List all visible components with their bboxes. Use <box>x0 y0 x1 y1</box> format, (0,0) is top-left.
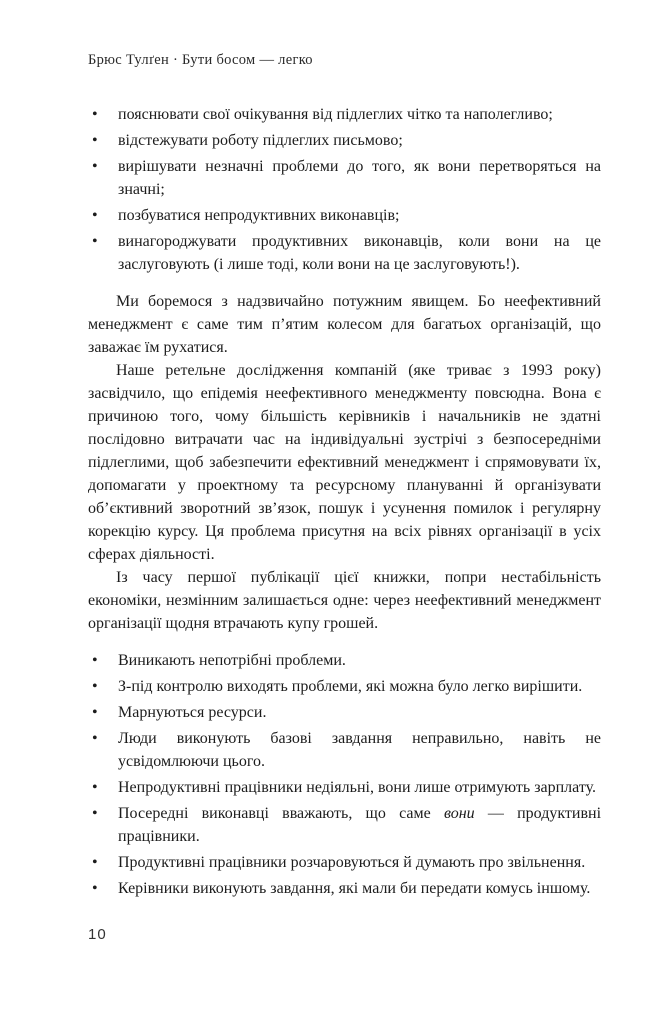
paragraph: Із часу першої публікації цієї книжки, попри нестабільність економіки, незмінним залишається одне: через неефективний менеджмент організації щодня втрачають купу грошей. <box>88 569 601 632</box>
list-item-text-emphasis: вони <box>443 805 475 822</box>
list-item <box>88 701 601 724</box>
page-number: 10 <box>88 926 107 943</box>
list-item <box>88 877 601 900</box>
list-item-text: відстежувати роботу підлеглих письмово; <box>118 132 403 149</box>
bullet-icon: • <box>92 779 98 796</box>
list-item-text: винагороджувати продуктивних виконавців, коли вони на це заслуговують (і лише тоді, коли вони на це заслуговують!). <box>118 233 601 273</box>
list-item <box>88 129 601 152</box>
list-item <box>88 230 601 276</box>
list-item-text: З-під контролю виходять проблеми, які можна було легко вирішити. <box>118 678 583 695</box>
intro-bullet-list <box>88 103 601 276</box>
paragraph: Ми боремося з надзвичайно потужним явищем. Бо неефективний менеджмент є саме тим п’ятим колесом для багатьох організацій, що заважає їм рухатися. <box>88 293 601 356</box>
list-item <box>88 103 601 126</box>
bullet-icon: • <box>92 730 98 747</box>
list-item-text-pre: Посередні виконавці вважають, що саме <box>118 805 444 822</box>
list-item <box>88 155 601 201</box>
list-item <box>88 851 601 874</box>
paragraph: Наше ретельне дослідження компаній (яке триває з 1993 року) засвідчило, що епідемія неефективного менеджменту повсюдна. Вона є причиною того, чому більшість керівників і начальників не здатні послідовно витрачати час на індивідуальні зустрічі з безпосередніми підлеглими, щоб забезпечити ефективний менеджмент і спрямовувати їх, допомагати у проектному та ресурсному плануванні й організувати об’єктивний зворотний зв’язок, пошук і усунення помилок і регулярну корекцію курсу. Ця проблема присутня на всіх рівнях організації в усіх сферах діяльності. <box>88 362 601 563</box>
list-item <box>88 204 601 227</box>
list-item-text: Марнуються ресурси. <box>118 704 267 721</box>
bullet-icon: • <box>92 233 98 250</box>
list-item <box>88 776 601 799</box>
list-item-text: позбуватися непродуктивних виконавців; <box>118 207 400 224</box>
list-item <box>88 802 601 848</box>
list-item-text-post: — продуктивні працівники. <box>118 805 602 845</box>
bullet-icon: • <box>92 652 98 669</box>
bullet-icon: • <box>92 132 98 149</box>
list-item-text: вирішувати незначні проблеми до того, як вони перетворяться на значні; <box>118 158 601 198</box>
bullet-icon: • <box>92 854 98 871</box>
costs-bullet-list <box>88 649 601 900</box>
list-item-text: пояснювати свої очікування від підлеглих чітко та наполегливо; <box>118 106 553 123</box>
page-body <box>88 103 601 900</box>
list-item <box>88 727 601 773</box>
body-paragraphs <box>88 290 601 635</box>
list-item <box>88 675 601 698</box>
bullet-icon: • <box>92 678 98 695</box>
list-item-text: Виникають непотрібні проблеми. <box>118 652 346 669</box>
bullet-icon: • <box>92 805 98 822</box>
list-item-text <box>118 805 601 845</box>
list-item-text: Непродуктивні працівники недіяльні, вони лише отримують зарплату. <box>118 779 597 796</box>
bullet-icon: • <box>92 106 98 123</box>
running-header: Брюс Тулґен · Бути босом — легко <box>88 52 313 68</box>
list-item-text: Продуктивні працівники розчаровуються й думають про звільнення. <box>118 854 586 871</box>
list-item <box>88 649 601 672</box>
list-item-text: Керівники виконують завдання, які мали би передати комусь іншому. <box>118 880 591 897</box>
bullet-icon: • <box>92 158 98 175</box>
bullet-icon: • <box>92 207 98 224</box>
bullet-icon: • <box>92 704 98 721</box>
list-item-text: Люди виконують базові завдання неправильно, навіть не усвідомлюючи цього. <box>118 730 601 770</box>
bullet-icon: • <box>92 880 98 897</box>
